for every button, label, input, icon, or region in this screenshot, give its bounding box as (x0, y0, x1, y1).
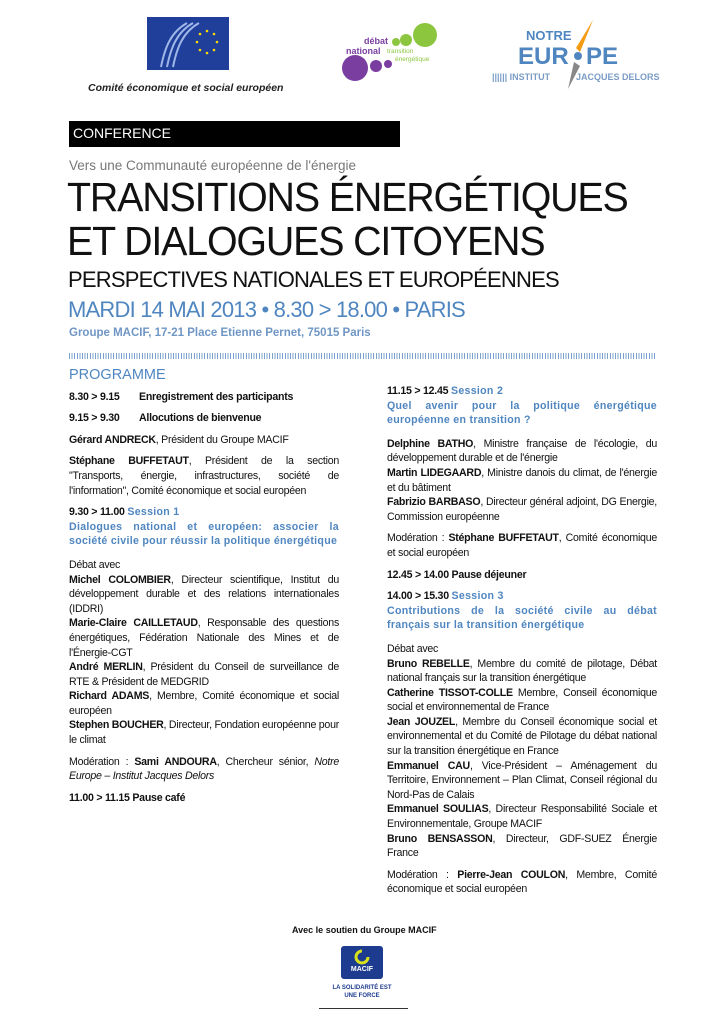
speaker: Stéphane BUFFETAUT, Président de la section "Transports, énergie, infrastructures, société de l'information", Comité économique et social européen (69, 455, 339, 497)
cese-logo (147, 17, 229, 70)
speaker: Richard ADAMS, Membre, Comité économique et social européen (69, 690, 339, 717)
speaker: Emmanuel SOULIAS, Directeur Responsabilité Sociale et Environnementale, Groupe MACIF (387, 803, 658, 831)
debat-national-logo (340, 20, 450, 84)
macif-logo: MACIF (341, 946, 383, 979)
session-1-moderation: Modération : Sami ANDOURA, Chercheur sénior, Notre Europe – Institut Jacques Delors (69, 755, 339, 783)
speaker: Stephen BOUCHER, Directeur, Fondation européenne pour le climat (69, 719, 339, 747)
session-1-header: 9.30 > 11.00 Session 1 Dialogues national et européen: associer la société civile pour réussir la politique énergétique (69, 506, 339, 548)
registration-item: 8.30 > 9.15 Enregistrement des participants (69, 390, 294, 403)
speaker: Bruno REBELLE, Membre du comité de pilotage, Débat national français sur la transition énergétique (387, 657, 658, 685)
speaker: Emmanuel CAU, Vice-Président – Aménagement du Territoire, Environnement – Plan Climat, Conseil régional du Nord-Pas de Calais (387, 759, 657, 801)
speaker: Gérard ANDRECK, Président du Groupe MACIF (69, 433, 289, 446)
speaker: Martin LIDEGAARD, Ministre danois du climat, de l'énergie et du bâtiment (387, 466, 657, 494)
speaker: Bruno BENSASSON, Directeur, GDF-SUEZ Énergie France (387, 832, 657, 860)
svg-text:NOTRE: NOTRE (526, 28, 572, 43)
svg-text:national: national (346, 46, 381, 56)
session-2-header: 11.15 > 12.45 Session 2 Quel avenir pour la politique énergétique européenne en transition ? (387, 385, 657, 427)
programme-right-column (387, 384, 657, 904)
footer-rule (319, 1008, 408, 1009)
speaker: André MERLIN, Président du Conseil de surveillance de RTE & Président de MEDGRID (69, 661, 340, 688)
title-line-3: PERSPECTIVES NATIONALES ET EUROPÉENNES (68, 267, 559, 292)
debate-label: Débat avec (69, 558, 121, 571)
debate-label: Débat avec (387, 642, 439, 655)
support-text: Avec le soutien du Groupe MACIF (292, 925, 437, 935)
title-line-2: ET DIALOGUES CITOYENS (67, 218, 545, 264)
svg-text:énergétique: énergétique (395, 56, 430, 63)
session-3-header: 14.00 > 15.30 Session 3 Contributions de la société civile au débat français sur la transition énergétique (387, 590, 657, 632)
speaker: Fabrizio BARBASO, Directeur général adjoint, DG Energie, Commission européenne (387, 496, 658, 523)
subtitle: Vers une Communauté européenne de l'énergie (69, 158, 357, 173)
speaker: Michel COLOMBIER, Directeur scientifique, Institut du développement durable et des relations internationales (IDDRI) (69, 573, 339, 615)
session-3-moderation: Modération : Pierre-Jean COULON, Membre, Comité économique et social européen (387, 868, 657, 896)
speaker: Jean JOUZEL, Membre du Conseil économique social et environnemental et du Comité de Pilotage du débat national sur la transition énergétique en France (387, 715, 657, 758)
date-line: MARDI 14 MAI 2013 • 8.30 > 18.00 • PARIS (68, 297, 465, 322)
speaker: Catherine TISSOT-COLLE Membre, Conseil économique social et environnemental de France (387, 686, 657, 714)
session-3-speakers (387, 642, 657, 861)
speaker: Marie-Claire CAILLETAUD, Responsable des questions énergétiques, Fédération Nationale des Mines et de l'Énergie-CGT (69, 617, 339, 659)
address: Groupe MACIF, 17-21 Place Etienne Pernet, 75015 Paris (69, 327, 371, 339)
conference-banner: CONFERENCE (69, 121, 400, 147)
programme-heading: PROGRAMME (69, 367, 166, 383)
title-line-1: TRANSITIONS ÉNERGÉTIQUES (67, 174, 628, 220)
macif-tagline: LA SOLIDARITÉ EST UNE FORCE (332, 985, 392, 999)
programme-left-column (69, 368, 339, 812)
svg-text:transition: transition (387, 48, 414, 55)
svg-text:PE: PE (586, 43, 619, 70)
svg-text:EUR: EUR (518, 43, 569, 70)
dashed-divider (69, 353, 655, 359)
session-1-speakers (69, 558, 339, 748)
svg-text:|||||| INSTITUT: |||||| INSTITUT (492, 72, 551, 82)
cese-caption: Comité économique et social européen (88, 82, 284, 94)
coffee-break: 11.00 > 11.15 Pause café (69, 791, 186, 804)
session-2-moderation: Modération : Stéphane BUFFETAUT, Comité économique et social européen (387, 532, 657, 559)
lunch-break: 12.45 > 14.00 Pause déjeuner (387, 568, 527, 581)
svg-text:débat: débat (364, 36, 389, 46)
notre-europe-logo (488, 14, 660, 89)
speaker: Delphine BATHO, Ministre française de l'écologie, du développement durable et de l'énergie (387, 437, 658, 465)
session-2-speakers (387, 437, 657, 525)
svg-text:JACQUES DELORS: JACQUES DELORS (576, 72, 660, 82)
welcome-item: 9.15 > 9.30 Allocutions de bienvenue (69, 412, 262, 425)
